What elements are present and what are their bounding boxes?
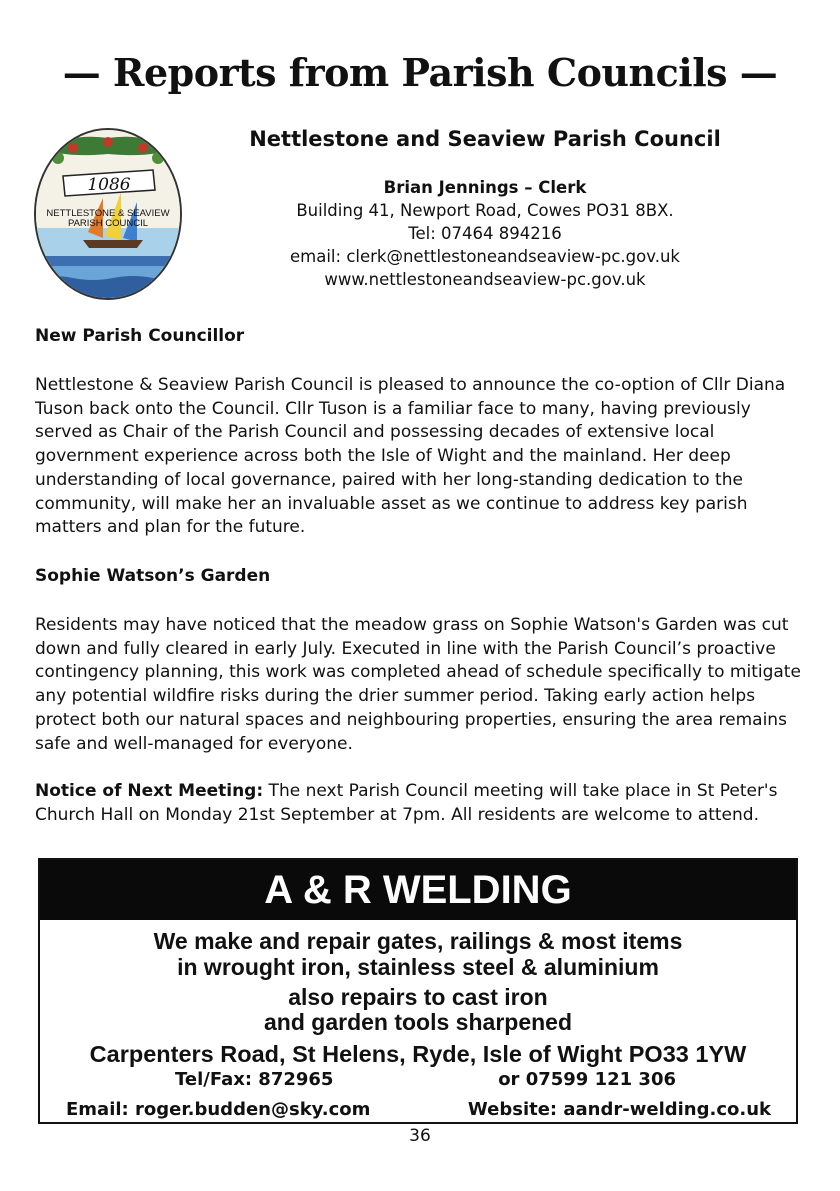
- advert-contact-row: [40, 1098, 796, 1122]
- garden-heading: Sophie Watson’s Garden: [35, 566, 271, 586]
- advert-line-2: in wrought iron, stainless steel & aluminium: [177, 954, 659, 980]
- advert-phone-row: [40, 1068, 796, 1092]
- advert-telfax: Tel/Fax: 872965: [175, 1069, 334, 1090]
- council-address: Building 41, Newport Road, Cowes PO31 8BX.: [296, 201, 674, 220]
- council-email[interactable]: email: clerk@nettlestoneandseaview-pc.gov.uk: [290, 247, 680, 266]
- council-name: Nettlestone and Seaview Parish Council: [249, 127, 721, 151]
- clerk-name: Brian Jennings – Clerk: [383, 178, 587, 197]
- council-website[interactable]: www.nettlestoneandseaview-pc.gov.uk: [324, 270, 646, 289]
- advert-mobile: or 07599 121 306: [498, 1069, 676, 1090]
- advert-line-3: also repairs to cast iron: [288, 984, 548, 1010]
- new-councillor-heading: New Parish Councillor: [35, 326, 245, 346]
- logo-name-text-1: NETTLESTONE & SEAVIEW: [46, 208, 170, 219]
- page-title: — Reports from Parish Councils —: [62, 50, 778, 95]
- advert-website[interactable]: Website: aandr-welding.co.uk: [467, 1099, 771, 1120]
- advert-line-1: We make and repair gates, railings & most items: [153, 928, 683, 954]
- advert-address: Carpenters Road, St Helens, Ryde, Isle of Wight PO33 1YW: [89, 1041, 747, 1067]
- parish-council-logo: [33, 128, 183, 300]
- logo-year-text: 1086: [87, 175, 131, 195]
- garden-paragraph: Residents may have noticed that the meadow grass on Sophie Watson's Garden was cut down and fully cleared in early July. Executed in line with the Parish Council’s proactive contingency planning, this work was completed ahead of schedule specifically to mitigate any potential wildfire risks during the drier summer period. Taking early action helps protect both our natural spaces and neighbouring properties, ensuring the area remains safe and well-managed for everyone.: [35, 615, 801, 754]
- advert-email[interactable]: Email: roger.budden@sky.com: [66, 1099, 371, 1120]
- next-meeting-text: The next Parish Council meeting will take place in St Peter's Church Hall on Monday 21st September at 7pm. All residents are welcome to attend.: [35, 781, 778, 825]
- council-contact-block: [190, 176, 780, 291]
- next-meeting-label: Notice of Next Meeting:: [35, 781, 264, 801]
- logo-name-text-2: PARISH COUNCIL: [67, 218, 149, 229]
- advert-banner: A & R WELDING: [40, 860, 796, 920]
- new-councillor-paragraph: Nettlestone & Seaview Parish Council is pleased to announce the co-option of Cllr Diana Tuson back onto the Council. Cllr Tuson is a familiar face to many, having previously served as Chair of the Parish Council and possessing decades of extensive local government experience across both the Isle of Wight and the mainland. Her deep understanding of local governance, paired with her long-standing dedication to the community, will make her an invaluable asset as we continue to address key parish matters and plan for the future.: [35, 375, 786, 538]
- advert-line-4: and garden tools sharpened: [264, 1009, 572, 1035]
- council-phone: Tel: 07464 894216: [408, 224, 562, 243]
- welding-advert: [38, 858, 798, 1124]
- page-number: 36: [409, 1126, 431, 1146]
- next-meeting-notice: [35, 780, 807, 827]
